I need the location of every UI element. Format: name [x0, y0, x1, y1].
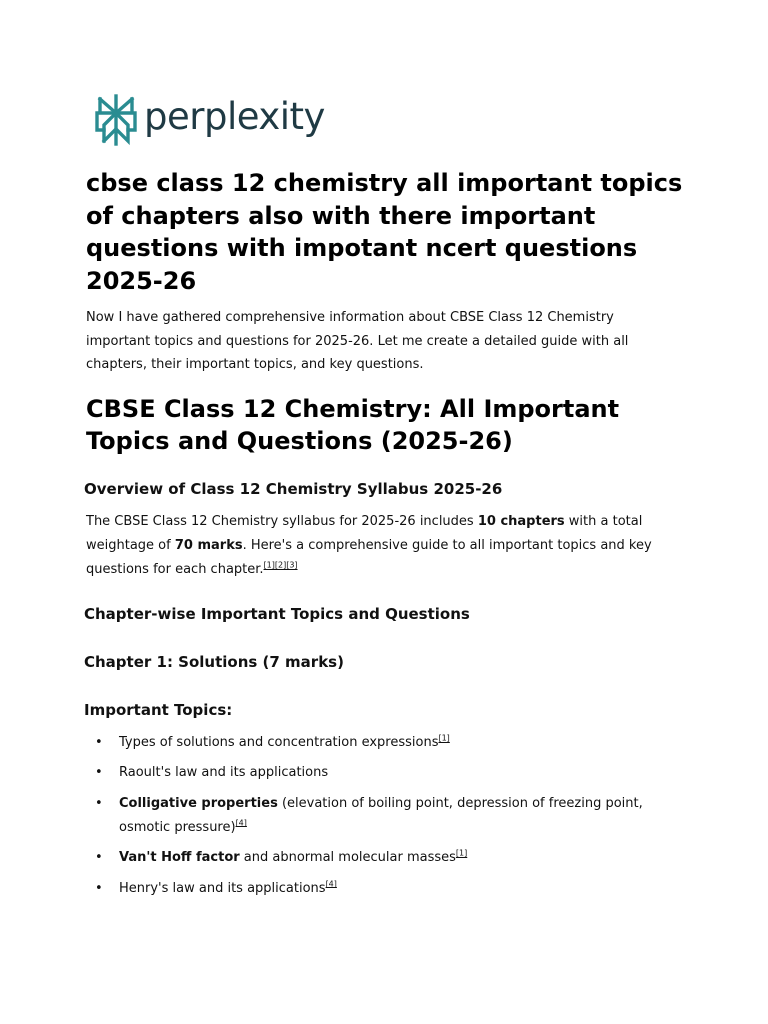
- citation-link[interactable]: [4]: [325, 879, 337, 889]
- perplexity-logo: [94, 94, 325, 146]
- list-item: • Types of solutions and concentration expressions[1]: [90, 731, 680, 755]
- list-item: • Raoult's law and its applications: [90, 761, 680, 785]
- perplexity-logo-icon: [94, 94, 138, 146]
- main-title: CBSE Class 12 Chemistry: All Important Topics and Questions (2025-26): [86, 395, 620, 455]
- perplexity-wordmark: perplexity: [144, 95, 325, 138]
- citation-link[interactable]: [4]: [235, 818, 247, 828]
- chapter-1-heading: Chapter 1: Solutions (7 marks): [84, 653, 344, 671]
- list-item: • Henry's law and its applications[4]: [90, 877, 680, 901]
- bullet-icon: •: [95, 795, 103, 811]
- bullet-icon: •: [95, 735, 103, 750]
- citation-link[interactable]: [1]: [438, 733, 450, 743]
- bullet-icon: •: [95, 765, 103, 781]
- bullet-icon: •: [95, 880, 103, 896]
- overview-heading: Overview of Class 12 Chemistry Syllabus 2025-26: [84, 480, 503, 498]
- list-item: • Colligative properties (elevation of boiling point, depression of freezing point, osmotic pressure)[4]: [90, 792, 680, 840]
- list-item: • Van't Hoff factor and abnormal molecular masses[1]: [90, 846, 680, 870]
- topics-list: [90, 731, 680, 907]
- bullet-icon: •: [95, 850, 103, 866]
- section-heading: Chapter-wise Important Topics and Questions: [84, 605, 470, 623]
- citation-link[interactable]: [1][2][3]: [263, 560, 298, 570]
- citation-link[interactable]: [1]: [455, 848, 468, 858]
- important-topics-heading: Important Topics:: [84, 701, 233, 719]
- intro-paragraph: Now I have gathered comprehensive information about CBSE Class 12 Chemistry important topics and questions for 2025-26. Let me create a detailed guide with all chapters, their important topics, and key questions.: [86, 310, 629, 373]
- query-title: cbse class 12 chemistry all important topics of chapters also with there important questions with impotant ncert questions 2025-26: [86, 169, 683, 295]
- overview-paragraph: The CBSE Class 12 Chemistry syllabus for 2025-26 includes 10 chapters with a total weightage of 70 marks. Here's a comprehensive guide to all important topics and key questions for each chapter.[1][2][3]: [86, 514, 652, 577]
